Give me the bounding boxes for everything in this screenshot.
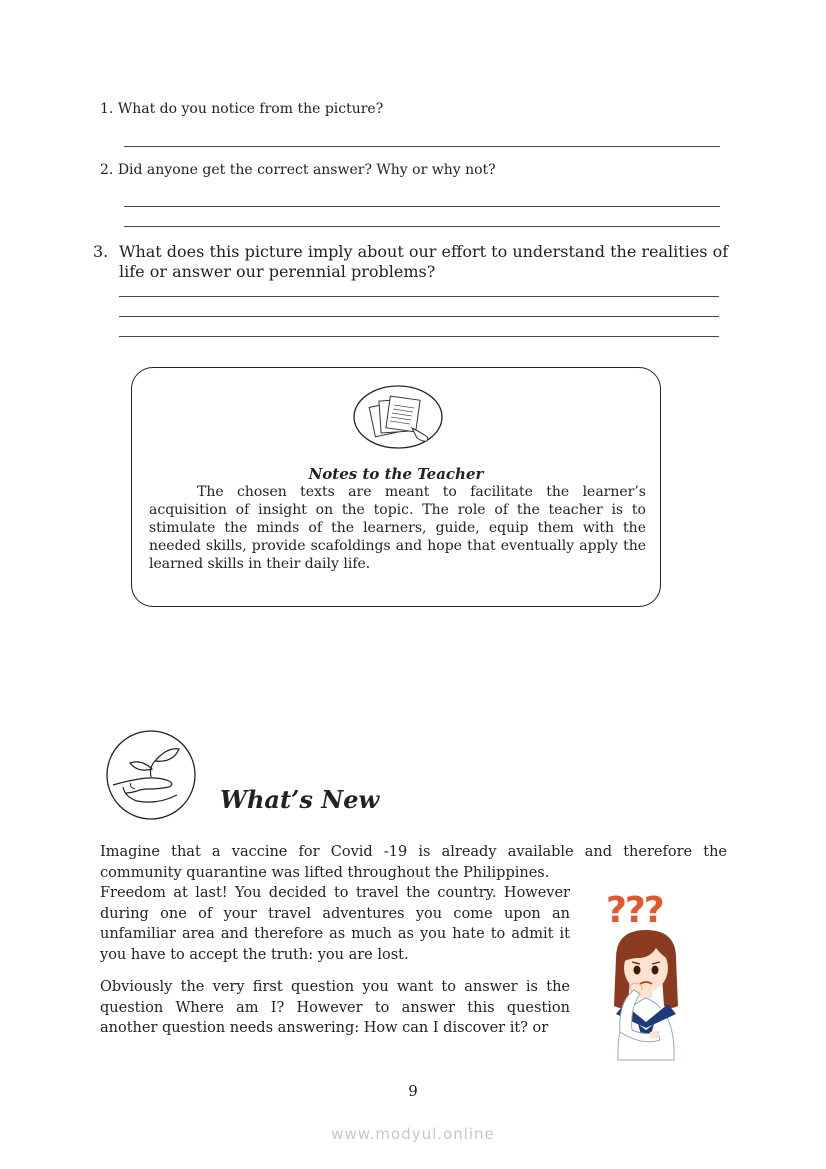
notes-title: Notes to the Teacher: [308, 465, 484, 483]
watermark: www.modyul.online: [331, 1125, 495, 1143]
answer-line[interactable]: [119, 336, 719, 337]
answer-line[interactable]: [119, 296, 719, 297]
question-1-text: What do you notice from the picture?: [117, 101, 384, 117]
seedling-in-hand-icon: [105, 729, 197, 821]
question-2-text: Did anyone get the correct answer? Why or why not?: [117, 162, 496, 178]
page-number: 9: [408, 1082, 418, 1100]
paragraph-1-full: Imagine that a vaccine for Covid -19 is already available and therefore the community quarantine was lifted throughout the Philippines.: [100, 844, 727, 881]
answer-line[interactable]: [124, 146, 720, 147]
question-2-number: 2.: [100, 162, 114, 178]
paragraph-2: Obviously the very first question you want to answer is the question Where am I? However to answer this question another question needs answering: How can I discover it? or: [100, 979, 570, 1036]
answer-line[interactable]: [124, 226, 720, 227]
documents-icon: [352, 384, 444, 450]
question-marks: ???: [606, 890, 663, 931]
question-3-number: 3.: [93, 242, 109, 261]
answer-line[interactable]: [119, 316, 719, 317]
notes-body: [149, 483, 646, 573]
section-heading: What’s New: [220, 785, 380, 814]
confused-girl-illustration: [600, 928, 692, 1068]
question-1: [100, 101, 383, 117]
question-1-number: 1.: [100, 101, 114, 117]
question-3-text: What does this picture imply about our effort to understand the realities of life or answer our perennial problems?: [119, 242, 729, 281]
notes-body-text: The chosen texts are meant to facilitate the learner’s acquisition of insight on the topic. The role of the teacher is to stimulate the minds of the learners, guide, equip them with the needed skills, provide scafoldings and hope that eventually apply the learned skills in their daily life.: [149, 484, 646, 572]
notes-to-teacher-box: [131, 367, 661, 607]
question-2: [100, 162, 496, 178]
paragraph-1-wrap: Freedom at last! You decided to travel the country. However during one of your travel adventures you come upon an unfamiliar area and therefore as much as you hate to admit it you have to accept the truth: you are lost.: [100, 885, 570, 963]
answer-line[interactable]: [124, 206, 720, 207]
